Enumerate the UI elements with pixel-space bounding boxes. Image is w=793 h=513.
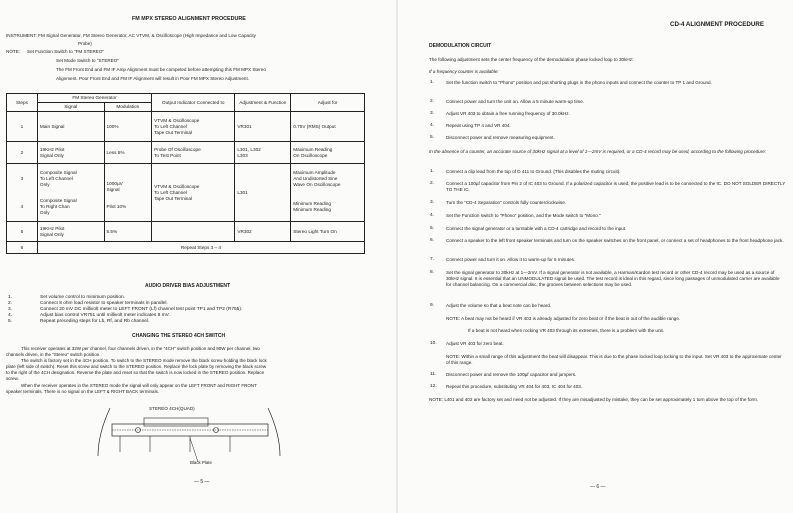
r3-mod: 1000µV Signal <box>104 164 152 194</box>
note-line-4: Alignment. Poor Front End and FM IF Alignment will result in Poor FM MPX Stereo Adjustment. <box>56 76 250 81</box>
left-page <box>0 0 396 513</box>
diagram-right-curve <box>268 408 280 456</box>
r5-for: Stereo Light Turn On <box>291 222 365 242</box>
right-page-number: — 6 — <box>590 484 606 490</box>
changing-line-4: plate (left side of switch). Reset this screw and switch to the STEREO position. Replace the lock plate by removing the black screw <box>6 364 267 369</box>
r4-signal: Composite Signal To Right Chan Only <box>37 194 104 222</box>
note-label: NOTE: <box>6 49 21 54</box>
if-available: If a frequency counter is available: <box>429 69 499 74</box>
r2-mod: Less 5% <box>104 142 152 164</box>
r5-adj: VR302 <box>235 222 291 242</box>
b-step-4: Set the Function switch to "Phono" position, and the Mode switch to "Mono." <box>446 213 601 218</box>
lock-plate-outline <box>144 418 208 426</box>
audio-num-4: 4. <box>8 313 13 318</box>
r34-output: VTVM & Oscilloscope To Left Channel Tape Out Terminal <box>152 164 235 222</box>
header-adjust-for: Adjust for <box>291 94 365 112</box>
step-6: 6 <box>7 242 38 254</box>
audio-item-1: Set volume control to minimum position. <box>40 295 126 300</box>
b-num-3: 3. <box>430 200 435 205</box>
r2-adj: L301, L302 L303 <box>235 142 291 164</box>
step-1: 1 <box>7 112 38 142</box>
a-step-4: Repeat using TP 4 and VR 404. <box>446 123 511 128</box>
diagram-left-curve <box>98 408 110 456</box>
r6-text: Repeat Steps 3 – 4 <box>37 242 364 254</box>
instrument-line: INSTRUMENT: FM Signal Generator, FM Stereo Generator, AC VTVM, & Oscilloscope (High Impedance and Low Capacity <box>6 33 256 38</box>
r1-for: 0.75V (RMS) Output <box>291 112 365 142</box>
b-num-5: 5. <box>430 226 435 231</box>
b-num-4: 4. <box>430 213 435 218</box>
intro: The following adjustment sets the center frequency of the demodulation phase locked loop to 30kHz: <box>429 57 634 62</box>
audio-item-3: Connect 20 mV DC millivolt meter to LEFT FRONT (Lf) channel test point TP1 and TP2 (R765). <box>40 307 243 312</box>
leader-line <box>190 438 198 462</box>
step-10-num: 10. <box>430 341 437 346</box>
b-step-6: Connect a speaker to the left front speaker terminals and turn on the speaker switches on the front panel, or connect a set of headphones to the front headphone jack. <box>446 238 784 243</box>
note-a: NOTE: A beat may not be heard if VR 403 is already adjusted for zero beat or if the beat is out of the audible range. <box>446 316 681 321</box>
b-num-2: 2. <box>430 181 435 186</box>
changing-line-3: The switch is factory set in the 4CH position. To switch to the STEREO mode remove the black screw holding the black lock <box>21 358 267 363</box>
changing-line-2: channels driven, in the "Stereo" switch position. <box>6 352 101 357</box>
step-11-num: 11. <box>430 372 437 377</box>
header-steps: Steps <box>7 94 38 112</box>
b-num-6: 6. <box>430 238 435 243</box>
diagram-label: STEREO 4CH(QUAD) <box>149 406 195 411</box>
final-note: NOTE: L401 and 402 are factory set and need not be adjusted. If they are misadjusted by mistake, they can be set approximately 1 turn above the top of the form. <box>429 397 759 402</box>
b-step-8: Set the signal generator to 30kHz at 1—2mV. If a signal generator is not available, a Harman/Kardon test record or other CD-4 record may be used as a source of 30kHz signal. It is essential that an UNMODULATED signal be used. The test record is ideal in this regard, since long passages of unmodulated carrier are available for channel balancing. On a commercial disc, the grooves between selections may be used. <box>446 270 780 287</box>
audio-num-3: 3. <box>8 307 13 312</box>
r3-signal: Composite Signal To Left Channel Only <box>37 164 104 194</box>
note-line-3: The FM Front End and FM IF Amp Alignment must be competed before attempting this FM MPX Stereo <box>56 67 266 72</box>
r3-for: Maximum Amplitude And Undistorted Sine Wave On Oscilloscope <box>291 164 365 194</box>
a-step-3: Adjust VR 403 to obtain a free running frequency of 30.0kHz. <box>446 111 570 116</box>
a-num-1: 1. <box>430 80 435 85</box>
r1-output: VTVM & Oscilloscope To Left Channel Tape Out Terminal <box>152 112 235 142</box>
note-line-1: Set Function Switch to "FM STEREO" <box>27 49 105 54</box>
a-num-4: 4. <box>430 123 435 128</box>
b-step-9: Adjust the volume so that a beat note can be heard. <box>446 303 552 308</box>
changing-line-8: speaker terminals. There is no signal on the LEFT & RIGHT BACK terminals. <box>6 389 160 394</box>
step-5: 5 <box>7 222 38 242</box>
r2-for: Maximum Reading On Oscilloscope <box>291 142 365 164</box>
r4-for: Minimum Reading Minimum Reading <box>291 194 365 222</box>
note-b: If a beat is not heard when rocking VR 403 through its extremes, there is a problem with the unit. <box>468 328 665 333</box>
header-generator: FM Stereo Generator <box>37 94 151 103</box>
b-step-1: Connect a clip lead from the top of D 411 to Ground. (This disables the muting circuit). <box>446 169 621 174</box>
b-step-5: Connect the signal generator or a turntable with a CD-4 cartridge and record to the input. <box>446 226 627 231</box>
r5-signal: 19KHz Pilot Signal Only <box>37 222 104 242</box>
header-output: Output Indicator Connected to <box>152 94 235 112</box>
audio-num-1: 1. <box>8 295 13 300</box>
step-10: Adjust VR 403 for zero beat. <box>446 341 504 346</box>
right-title: CD-4 ALIGNMENT PROCEDURE <box>670 21 764 28</box>
a-num-3: 3. <box>430 111 435 116</box>
b-num-9: 9. <box>430 303 435 308</box>
changing-line-5: to the right of the 4CH designation. Reverse the plate and reset so that the switch is now locked in the STEREO position. Replace <box>6 370 265 375</box>
black-plate-label: Black Plate <box>190 460 212 465</box>
demod-title: DEMODULATION CIRCUIT <box>429 43 492 49</box>
alignment-table <box>6 93 365 254</box>
r5-output-empty <box>152 222 235 242</box>
audio-title: AUDIO DRIVER BIAS ADJUSTMENT <box>145 283 231 289</box>
r5-mod: 5.5% <box>104 222 152 242</box>
r34-adj: L301 <box>235 164 291 222</box>
b-step-2: Connect a 100µf capacitor from Pin 2 of IC 403 to Ground. If a polarized capacitor is used, the positive lead is to be connected to the IC. DO NOT SOLDER DIRECTLY TO THE IC. <box>446 181 786 192</box>
b-num-8: 8. <box>430 270 435 275</box>
left-title: FM MPX STEREO ALIGNMENT PROCEDURE <box>132 16 246 22</box>
r1-adj: VR301 <box>235 112 291 142</box>
step-2: 2 <box>7 142 38 164</box>
step-3: 3 <box>7 164 38 194</box>
b-num-7: 7. <box>430 257 435 262</box>
changing-line-6: screw. <box>6 376 19 381</box>
audio-item-5: Repeat preceding steps for Lb, Rf, and Rb channel. <box>40 319 150 324</box>
header-adjustment: Adjustment & Function <box>235 94 291 112</box>
a-step-5: Disconnect power and remove measuring equipment. <box>446 135 555 140</box>
r2-signal: 19KHz Pilot Signal Only <box>37 142 104 164</box>
r1-mod: 100% <box>104 112 152 142</box>
step-4: 4 <box>7 194 38 222</box>
step-12: Repeat this procedure, substituting VR 404 for 403, IC 404 for 403. <box>446 384 583 389</box>
header-modulation: Modulation <box>104 103 152 112</box>
b-step-3: Turn the "CD-4 Separation" controls fully counterclockwise. <box>446 200 567 205</box>
b-num-1: 1. <box>430 169 435 174</box>
changing-title: CHANGING THE STEREO 4CH SWITCH <box>132 333 226 339</box>
header-signal: Signal <box>37 103 104 112</box>
note-line-2: Set Mode Switch to "STEREO" <box>56 58 120 63</box>
right-page <box>398 0 793 513</box>
changing-line-7: When the receiver operates in the STEREO mode the signal will only appear on the LEFT FRONT and RIGHT FRONT <box>21 383 257 388</box>
a-num-5: 5. <box>430 135 435 140</box>
left-page-number: — 5 — <box>194 479 210 485</box>
note-c: NOTE: Within a small range of this adjustment the beat will disappear. This is due to the phase locked loop locking to the input. Set VR 403 to the approximate center of this range. <box>446 354 782 365</box>
a-num-2: 2. <box>430 99 435 104</box>
audio-item-2: Connect 8 ohm load resistor to speaker terminals in parallel. <box>40 301 168 306</box>
r2-output: Probe Of Oscilloscope To Test Point <box>152 142 235 164</box>
b-step-7: Connect power and turn it on. Allow it to warm-up for 5 minutes. <box>446 257 576 262</box>
audio-num-2: 2. <box>8 301 13 306</box>
audio-num-5: 5. <box>8 319 13 324</box>
step-11: Disconnect power and remove the 100µf capacitor and jumpers. <box>446 372 577 377</box>
a-step-2: Connect power and turn the unit on. Allow a 5 minute warm-up time. <box>446 99 585 104</box>
audio-item-4: Adjust bias control VR751 until millivolt meter indicates 8 mV. <box>40 313 170 318</box>
a-step-1: Set the function switch to "Phono" position and put shorting plugs in the phono inputs and connect the counter to TP 1 and Ground. <box>446 80 712 85</box>
absence-text: In the absence of a counter, an accurate source of 30kHz signal at a level of 1—2mV is required, or a CD-4 record may be used, according to the following procedure: <box>429 149 767 154</box>
r1-signal: Main Signal <box>37 112 104 142</box>
step-12-num: 12. <box>430 384 437 389</box>
r4-mod: Pilot 10% <box>104 194 152 222</box>
instrument-cont: Probe) <box>78 41 92 46</box>
changing-line-1: This receiver operates at 32W per channel, four channels driven, in the "4CH" switch position and 90W per channel, two <box>21 346 260 351</box>
